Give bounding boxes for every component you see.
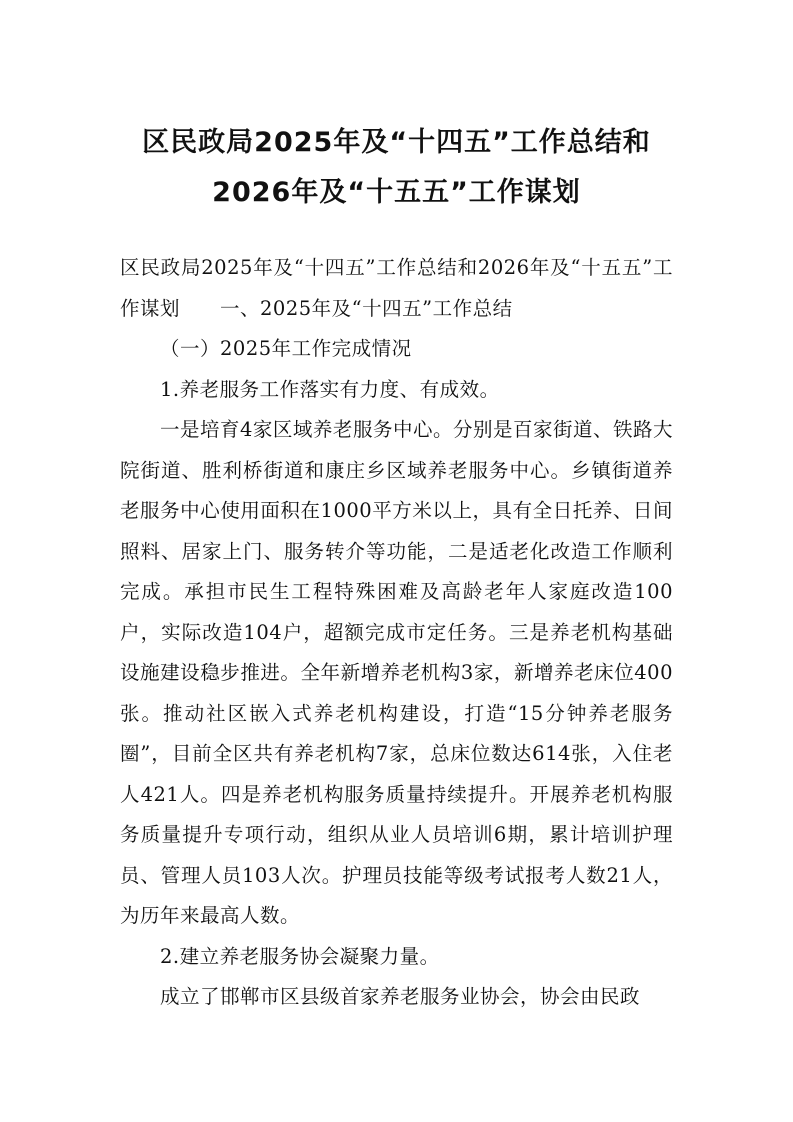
item-heading-2: 2.建立养老服务协会凝聚力量。 xyxy=(160,944,440,968)
lead-paragraph xyxy=(120,248,673,329)
heading-part-one: 一、2025年及“十四五”工作总结 xyxy=(220,296,513,320)
document-body xyxy=(120,248,673,1018)
body-paragraph-1: 一是培育4家区域养老服务中心。分别是百家街道、铁路大院街道、胜利桥街道和康庄乡区域养老服务中心。乡镇街道养老服务中心使用面积在1000平方米以上，具有全日托养、日间照料、居家上门、服务转介等功能，二是适老化改造工作顺利完成。承担市民生工程特殊困难及高龄老年人家庭改造100户，实际改造104户，超额完成市定任务。三是养老机构基础设施建设稳步推进。全年新增养老机构3家，新增养老床位400张。推动社区嵌入式养老机构建设，打造“15分钟养老服务圈”，目前全区共有养老机构7家，总床位数达614张，入住老人421人。四是养老机构服务质量持续提升。开展养老机构服务质量提升专项行动，组织从业人员培训6期，累计培训护理员、管理人员103人次。护理员技能等级考试报考人数21人，为历年来最高人数。 xyxy=(120,418,673,927)
body-paragraph-2: 成立了邯郸市区县级首家养老服务业协会，协会由民政 xyxy=(160,985,641,1008)
title-line-1: 区民政局2025年及“十四五”工作总结和 xyxy=(142,127,651,158)
item-heading-1: 1.养老服务工作落实有力度、有成效。 xyxy=(160,377,500,401)
title-line-2: 2026年及“十五五”工作谋划 xyxy=(212,177,581,208)
section-heading: （一）2025年工作完成情况 xyxy=(160,337,412,360)
document-title xyxy=(120,118,673,218)
lead-text: 区民政局2025年及“十四五”工作总结和2026年及“十五五”工作谋划 xyxy=(120,256,673,320)
